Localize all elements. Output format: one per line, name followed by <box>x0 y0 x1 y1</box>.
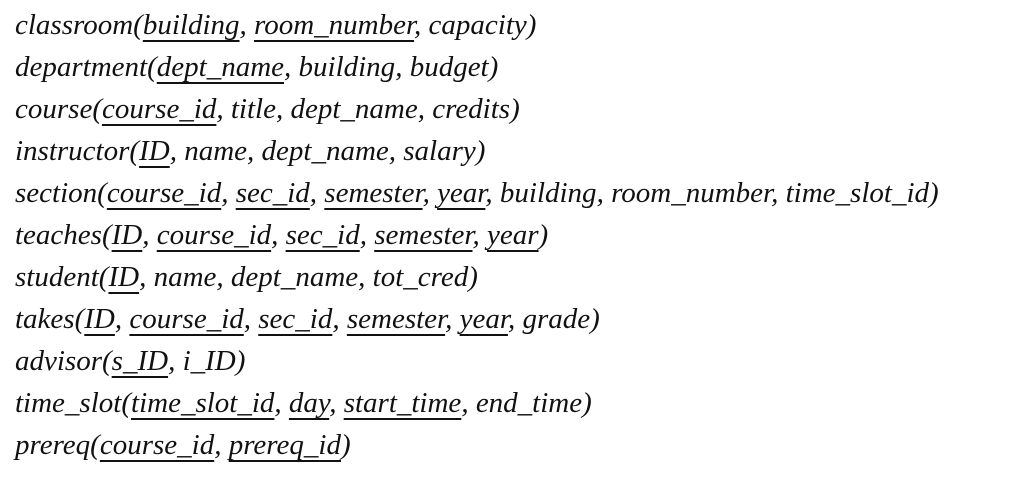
attribute-separator: , <box>221 177 236 209</box>
attribute: dept_name <box>230 261 359 293</box>
open-paren: ( <box>121 387 132 419</box>
attribute-separator: , <box>247 135 262 167</box>
attribute: i_ID <box>182 345 236 377</box>
attribute: dept_name <box>290 93 418 125</box>
primary-key-attribute: course_id <box>99 429 215 461</box>
attribute: time_slot_id <box>785 177 929 209</box>
attribute: building <box>499 177 597 209</box>
attribute: dept_name <box>261 135 389 167</box>
attribute-separator: , <box>169 135 185 167</box>
relation-time-slot <box>15 382 939 424</box>
primary-key-attribute: semester <box>346 303 446 335</box>
open-paren: ( <box>74 303 85 335</box>
attribute-separator: , <box>485 177 500 209</box>
primary-key-attribute: year <box>486 219 539 251</box>
attribute: capacity <box>428 9 527 41</box>
attribute-separator: , <box>507 303 523 335</box>
close-paren: ) <box>510 93 520 125</box>
relation-course <box>15 88 939 130</box>
relation-name: prereq <box>15 429 91 461</box>
primary-key-attribute: time_slot_id <box>131 387 275 419</box>
relation-name: department <box>15 51 148 83</box>
relation-prereq <box>15 424 939 466</box>
attribute-separator: , <box>142 219 157 251</box>
attribute: budget <box>409 51 489 83</box>
attribute-separator: , <box>309 177 325 209</box>
attribute-separator: , <box>284 51 299 83</box>
primary-key-attribute: prereq_id <box>228 429 341 461</box>
attribute: name <box>184 135 248 167</box>
attribute-separator: , <box>395 51 410 83</box>
close-paren: ) <box>475 135 486 167</box>
relation-takes <box>15 298 939 340</box>
primary-key-attribute: year <box>459 303 508 335</box>
attribute: salary <box>403 135 476 167</box>
attribute: tot_cred <box>372 261 469 293</box>
attribute-separator: , <box>388 135 404 167</box>
relation-classroom <box>15 4 939 46</box>
open-paren: ( <box>147 51 157 83</box>
close-paren: ) <box>340 429 351 461</box>
relation-name: classroom <box>15 9 134 41</box>
primary-key-attribute: year <box>437 177 486 209</box>
attribute-separator: , <box>274 387 289 419</box>
relation-section <box>15 172 939 214</box>
primary-key-attribute: sec_id <box>258 303 333 335</box>
attribute: name <box>153 261 217 293</box>
relation-name: advisor <box>15 345 102 377</box>
attribute-separator: , <box>275 93 291 125</box>
attribute: building <box>298 51 396 83</box>
open-paren: ( <box>97 177 107 209</box>
primary-key-attribute: ID <box>111 219 143 251</box>
primary-key-attribute: start_time <box>343 387 462 419</box>
relation-teaches <box>15 214 939 256</box>
primary-key-attribute: room_number <box>254 9 415 41</box>
close-paren: ) <box>582 387 592 419</box>
attribute: end_time <box>475 387 583 419</box>
attribute-separator: , <box>168 345 183 377</box>
primary-key-attribute: semester <box>374 219 473 251</box>
attribute-separator: , <box>216 93 231 125</box>
attribute-separator: , <box>243 303 259 335</box>
open-paren: ( <box>90 429 100 461</box>
primary-key-attribute: ID <box>108 261 140 293</box>
attribute-separator: , <box>414 9 429 41</box>
attribute-separator: , <box>139 261 154 293</box>
attribute-separator: , <box>359 219 375 251</box>
relation-instructor <box>15 130 939 172</box>
attribute-separator: , <box>358 261 373 293</box>
open-paren: ( <box>98 261 109 293</box>
open-paren: ( <box>92 93 102 125</box>
relation-schema-list <box>15 4 939 466</box>
attribute-separator: , <box>239 9 254 41</box>
attribute-separator: , <box>271 219 286 251</box>
relation-name: instructor <box>15 135 130 167</box>
close-paren: ) <box>590 303 600 335</box>
primary-key-attribute: ID <box>84 303 115 335</box>
primary-key-attribute: course_id <box>129 303 244 335</box>
attribute-separator: , <box>329 387 344 419</box>
attribute-separator: , <box>596 177 612 209</box>
primary-key-attribute: course_id <box>102 93 217 125</box>
relation-name: teaches <box>15 219 102 251</box>
attribute-separator: , <box>332 303 347 335</box>
primary-key-attribute: building <box>142 9 240 41</box>
relation-name: time_slot <box>15 387 122 419</box>
open-paren: ( <box>102 345 112 377</box>
primary-key-attribute: sec_id <box>235 177 310 209</box>
attribute-separator: , <box>422 177 438 209</box>
attribute-separator: , <box>417 93 433 125</box>
close-paren: ) <box>235 345 246 377</box>
relation-advisor <box>15 340 939 382</box>
attribute: title <box>230 93 276 125</box>
open-paren: ( <box>133 9 143 41</box>
relation-department <box>15 46 939 88</box>
open-paren: ( <box>129 135 140 167</box>
close-paren: ) <box>468 261 478 293</box>
relation-name: course <box>15 93 93 125</box>
relation-name: student <box>15 261 99 293</box>
attribute: room_number <box>611 177 772 209</box>
attribute-separator: , <box>114 303 130 335</box>
primary-key-attribute: course_id <box>156 219 272 251</box>
attribute-separator: , <box>472 219 487 251</box>
close-paren: ) <box>488 51 499 83</box>
primary-key-attribute: s_ID <box>111 345 169 377</box>
primary-key-attribute: dept_name <box>156 51 285 83</box>
attribute: grade <box>522 303 591 335</box>
primary-key-attribute: semester <box>324 177 423 209</box>
close-paren: ) <box>526 9 537 41</box>
relation-name: takes <box>15 303 75 335</box>
primary-key-attribute: day <box>288 387 330 419</box>
attribute: credits <box>432 93 511 125</box>
attribute-separator: , <box>445 303 460 335</box>
primary-key-attribute: sec_id <box>285 219 360 251</box>
relation-student <box>15 256 939 298</box>
primary-key-attribute: ID <box>139 135 170 167</box>
close-paren: ) <box>929 177 939 209</box>
attribute-separator: , <box>461 387 476 419</box>
primary-key-attribute: course_id <box>106 177 222 209</box>
attribute-separator: , <box>771 177 786 209</box>
attribute-separator: , <box>214 429 229 461</box>
open-paren: ( <box>101 219 112 251</box>
close-paren: ) <box>538 219 549 251</box>
attribute-separator: , <box>216 261 231 293</box>
relation-name: section <box>15 177 98 209</box>
